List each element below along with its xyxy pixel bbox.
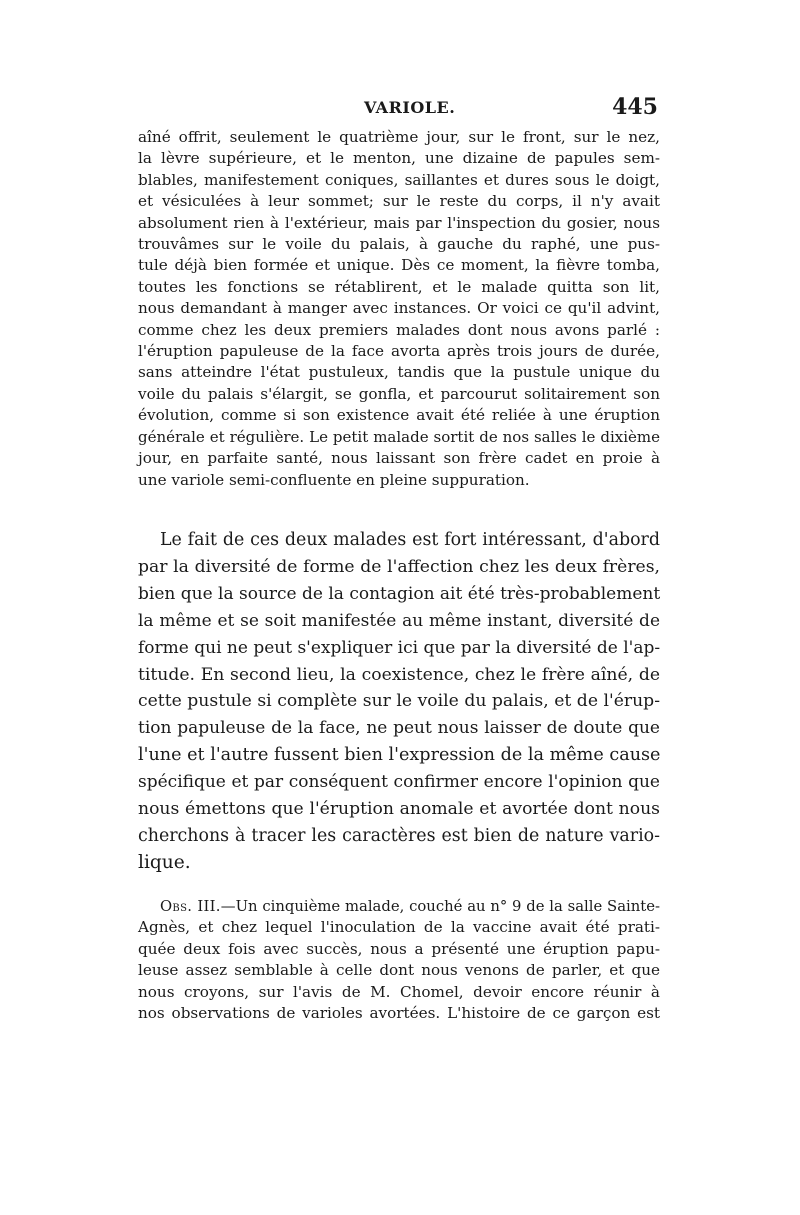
text-line: blables, manifestement coniques, saillantes et dures sous le doigt,: [138, 170, 660, 189]
text-line: générale et régulière. Le petit malade sortit de nos salles le dixième: [138, 427, 660, 446]
text-line: [138, 896, 660, 917]
text-line: l'une et l'autre fussent bien l'expression de la même cause: [138, 745, 661, 766]
text-line: Le fait de ces deux malades est fort intéressant, d'abord: [160, 530, 660, 550]
text-line: trouvâmes sur le voile du palais, à gauche du raphé, une pus-: [138, 235, 660, 254]
text-line: absolument rien à l'extérieur, mais par l'inspection du gosier, nous: [138, 213, 660, 232]
text-line: sans atteindre l'état pustuleux, tandis que la pustule unique du: [138, 363, 660, 382]
text-line: tion papuleuse de la face, ne peut nous laisser de doute que: [138, 718, 660, 739]
text-line: leuse assez semblable à celle dont nous venons de parler, et que: [138, 961, 660, 980]
running-title: VARIOLE.: [364, 98, 456, 117]
running-head: [138, 94, 658, 122]
observation-first-line-text: —Un cinquième malade, couché au n° 9 de la salle Sainte-: [220, 898, 660, 915]
text-line: forme qui ne peut s'expliquer ici que par la diversité de l'ap-: [138, 637, 661, 658]
observation-label: Obs. III.: [160, 898, 221, 915]
text-line: évolution, comme si son existence avait été reliée à une éruption: [138, 406, 660, 425]
text-line: nous croyons, sur l'avis de M. Chomel, devoir encore réunir à: [138, 982, 660, 1001]
text-line: cette pustule si complète sur le voile du palais, et de l'érup-: [138, 691, 660, 712]
text-line: l'éruption papuleuse de la face avorta après trois jours de durée,: [138, 342, 660, 361]
text-line: nous émettons que l'éruption anomale et avortée dont nous: [138, 799, 660, 820]
text-line: tule déjà bien formée et unique. Dès ce moment, la fièvre tomba,: [138, 256, 660, 275]
text-line: et vésiculées à leur sommet; sur le reste du corps, il n'y avait: [138, 192, 660, 211]
text-line: nous demandant à manger avec instances. Or voici ce qu'il advint,: [138, 299, 660, 318]
text-line: la même et se soit manifestée au même instant, diversité de: [138, 610, 660, 631]
text-line: par la diversité de forme de l'affection chez les deux frères,: [138, 556, 660, 577]
text-line: jour, en parfaite santé, nous laissant son frère cadet en proie à: [138, 449, 660, 468]
text-line: toutes les fonctions se rétablirent, et le malade quitta son lit,: [138, 277, 660, 296]
text-line: aîné offrit, seulement le quatrième jour, sur le front, sur le nez,: [138, 128, 660, 146]
text-line: cherchons à tracer les caractères est bien de nature vario-: [138, 825, 660, 846]
text-line: voile du palais s'élargit, se gonfla, et parcourut solitairement son: [138, 384, 660, 403]
text-line: bien que la source de la contagion ait été très-probablement: [138, 583, 661, 604]
text-line: titude. En second lieu, la coexistence, chez le frère aîné, de: [138, 664, 660, 685]
page-number: 445: [612, 94, 658, 120]
text-line: lique.: [138, 851, 191, 873]
text-line: comme chez les deux premiers malades dont nous avons parlé :: [138, 320, 660, 339]
paragraph-commentary: [138, 527, 660, 877]
paragraph-observation-3: [138, 896, 660, 1024]
text-line: spécifique et par conséquent confirmer encore l'opinion que: [138, 772, 660, 793]
text-line: Agnès, et chez lequel l'inoculation de la vaccine avait été prati-: [138, 918, 660, 937]
text-line: une variole semi-confluente en pleine suppuration.: [138, 470, 530, 489]
text-line: la lèvre supérieure, et le menton, une dizaine de papules sem-: [138, 149, 660, 168]
text-line: nos observations de varioles avortées. L'histoire de ce garçon est: [138, 1004, 660, 1023]
text-line: quée deux fois avec succès, nous a présenté une éruption papu-: [138, 939, 660, 958]
paragraph-continued-case: [138, 127, 660, 491]
